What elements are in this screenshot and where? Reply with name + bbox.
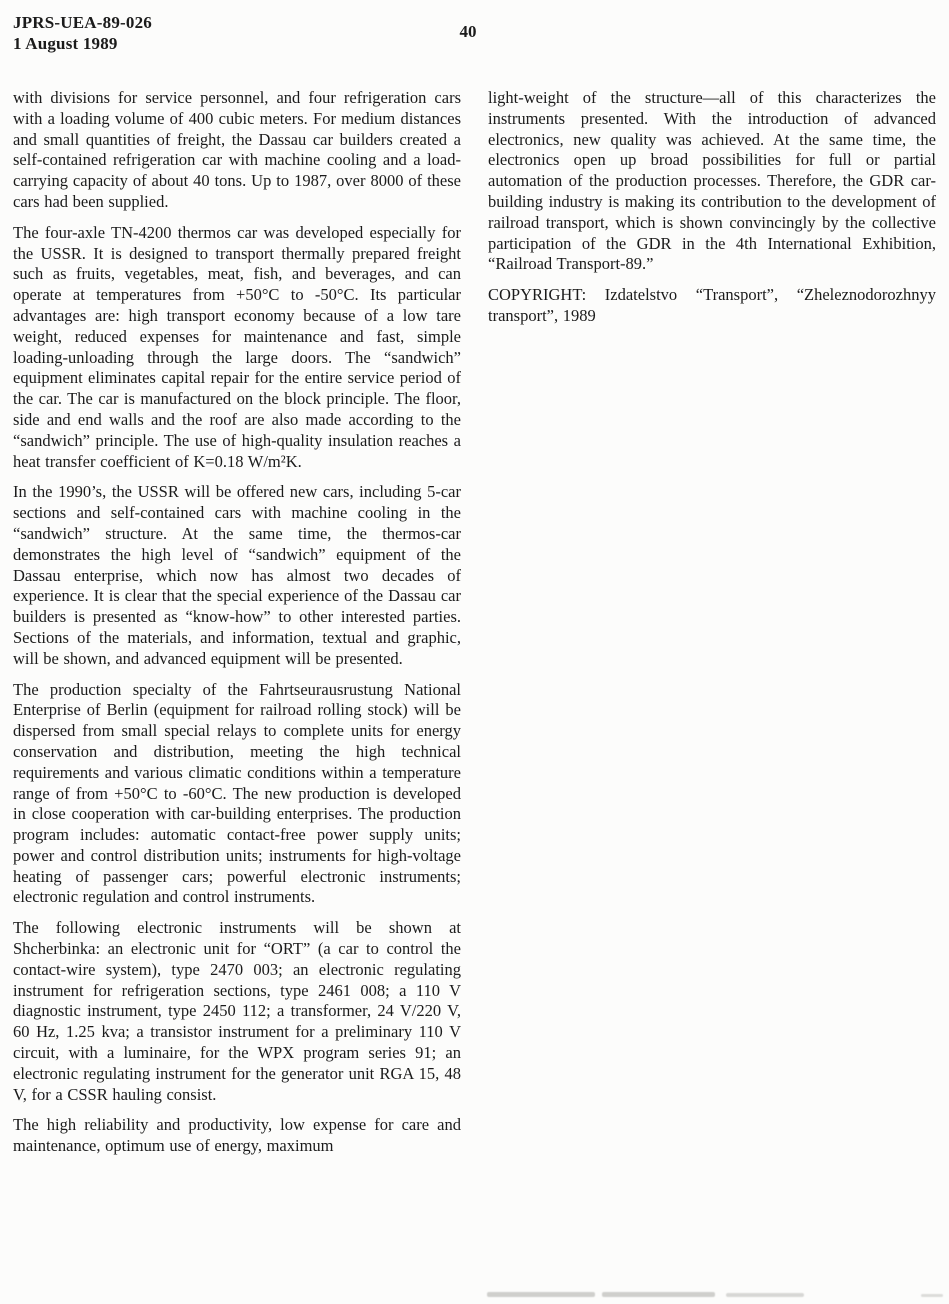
page-number: 40 [459, 22, 477, 41]
paragraph: light-weight of the structure—all of this characterizes the instruments presented. With the introduction of advanced electronics, new quality was achieved. At the same time, the electronics open up broad possibilities for full or partial automation of the production processes. Therefore, the GDR car-building industry is making its contribution to the development of railroad transport, which is shown convincingly by the collective participation of the GDR in the 4th International Exhibition, “Railroad Transport-89.” [488, 88, 936, 274]
paragraph: The four-axle TN-4200 thermos car was developed especially for the USSR. It is designed to transport thermally prepared freight such as fruits, vegetables, meat, fish, and beverages, and can operate at temperatures from +50°C to -50°C. Its particular advantages are: high transport economy because of a low tare weight, reduced expenses for maintenance and fast, simple loading-unloading through the large doors. The “sandwich” equipment eliminates capital repair for the entire service period of the car. The car is manufactured on the block principle. The floor, side and end walls and the roof are also made according to the “sandwich” principle. The use of high-quality insulation reaches a heat transfer coefficient of K=0.18 W/m²K. [13, 222, 461, 471]
paragraph: The production specialty of the Fahrtseurausrustung National Enterprise of Berlin (equipment for railroad rolling stock) will be dispersed from small special relays to complete units for energy conservation and distribution, meeting the high technical requirements and various climatic conditions within a temperature range of from +50°C to -60°C. The new production is developed in close cooperation with car-building enterprises. The production program includes: automatic contact-free power supply units; power and control distribution units; instruments for high-voltage heating of passenger cars; powerful electronic instruments; electronic regulation and control instruments. [13, 679, 461, 907]
paragraph: The high reliability and productivity, low expense for care and maintenance, optimum use of energy, maximum [13, 1115, 461, 1156]
scan-artifact-bar [487, 1292, 595, 1297]
paragraph: with divisions for service personnel, and four refrigeration cars with a loading volume of 400 cubic meters. For medium distances and small quantities of freight, the Dassau car builders created a self-contained refrigeration car with machine cooling and a load-carrying capacity of about 40 tons. Up to 1987, over 8000 of these cars had been supplied. [13, 88, 461, 211]
scan-artifact-bar [726, 1293, 804, 1297]
scan-artifact-bar [602, 1292, 715, 1297]
paragraph: The following electronic instruments will be shown at Shcherbinka: an electronic unit for “ORT” (a car to control the contact-wire system), type 2470 003; an electronic regulating instrument for refrigeration sections, type 2461 008; a 110 V diagnostic instrument, type 2450 112; a transformer, 24 V/220 V, 60 Hz, 1.25 kva; a transistor instrument for a preliminary 110 V circuit, with a luminaire, for the WPX program series 91; an electronic regulating instrument for the generator unit RGA 15, 48 V, for a CSSR hauling consist. [13, 918, 461, 1104]
paragraph: In the 1990’s, the USSR will be offered new cars, including 5-car sections and self-contained cars with machine cooling in the “sandwich” structure. At the same time, the thermos-car demonstrates the high level of “sandwich” equipment of the Dassau enterprise, which now has almost two decades of experience. It is clear that the special experience of the Dassau car builders is presented as “know-how” to other interested parties. Sections of the materials, and information, textual and graphic, will be shown, and advanced equipment will be presented. [13, 482, 461, 668]
right-column [488, 88, 936, 337]
paragraph: COPYRIGHT: Izdatelstvo “Transport”, “Zheleznodorozhnyy transport”, 1989 [488, 285, 936, 325]
left-column [13, 88, 461, 1167]
doc-date: 1 August 1989 [13, 34, 118, 53]
scan-artifact-mark [921, 1294, 943, 1297]
doc-id: JPRS-UEA-89-026 [13, 13, 152, 32]
